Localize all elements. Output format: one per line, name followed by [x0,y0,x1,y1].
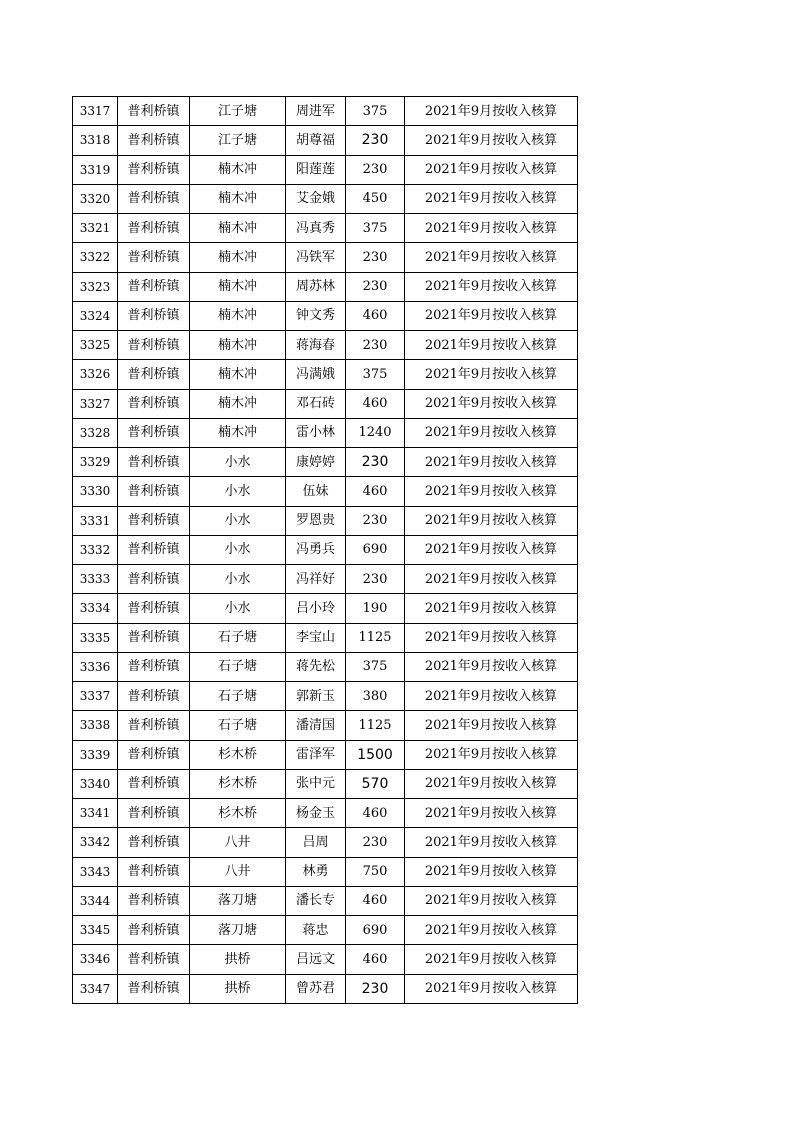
person-name-cell: 蒋忠 [286,916,346,945]
person-name-cell: 钟文秀 [286,301,346,330]
note-cell: 2021年9月按收入核算 [405,272,578,301]
amount-cell: 450 [346,184,405,213]
person-name-cell: 吕远文 [286,945,346,974]
note-cell: 2021年9月按收入核算 [405,477,578,506]
person-name-cell: 邓石砖 [286,389,346,418]
town-cell: 普利桥镇 [118,740,190,769]
village-cell: 石子塘 [190,711,286,740]
note-cell: 2021年9月按收入核算 [405,535,578,564]
table-row [73,272,578,301]
amount-cell: 230 [346,448,405,477]
note-cell: 2021年9月按收入核算 [405,828,578,857]
town-cell: 普利桥镇 [118,301,190,330]
village-cell: 八井 [190,857,286,886]
row-id-cell: 3322 [73,243,118,272]
table-row [73,448,578,477]
row-id-cell: 3342 [73,828,118,857]
note-cell: 2021年9月按收入核算 [405,799,578,828]
person-name-cell: 郭新玉 [286,682,346,711]
town-cell: 普利桥镇 [118,565,190,594]
row-id-cell: 3320 [73,184,118,213]
amount-cell: 190 [346,594,405,623]
note-cell: 2021年9月按收入核算 [405,974,578,1003]
row-id-cell: 3343 [73,857,118,886]
person-name-cell: 潘清国 [286,711,346,740]
amount-cell: 1240 [346,418,405,447]
note-cell: 2021年9月按收入核算 [405,243,578,272]
amount-cell: 375 [346,360,405,389]
village-cell: 楠木冲 [190,184,286,213]
town-cell: 普利桥镇 [118,857,190,886]
village-cell: 石子塘 [190,623,286,652]
table-row [73,155,578,184]
town-cell: 普利桥镇 [118,448,190,477]
table-row [73,535,578,564]
village-cell: 楠木冲 [190,418,286,447]
town-cell: 普利桥镇 [118,184,190,213]
row-id-cell: 3324 [73,301,118,330]
person-name-cell: 周进军 [286,97,346,126]
village-cell: 楠木冲 [190,301,286,330]
town-cell: 普利桥镇 [118,594,190,623]
note-cell: 2021年9月按收入核算 [405,769,578,798]
person-name-cell: 潘长专 [286,886,346,915]
person-name-cell: 曾苏君 [286,974,346,1003]
row-id-cell: 3321 [73,214,118,243]
person-name-cell: 罗恩贵 [286,506,346,535]
note-cell: 2021年9月按收入核算 [405,97,578,126]
amount-cell: 460 [346,301,405,330]
note-cell: 2021年9月按收入核算 [405,740,578,769]
row-id-cell: 3326 [73,360,118,389]
village-cell: 八井 [190,828,286,857]
person-name-cell: 伍妹 [286,477,346,506]
village-cell: 杉木桥 [190,799,286,828]
person-name-cell: 林勇 [286,857,346,886]
village-cell: 楠木冲 [190,272,286,301]
town-cell: 普利桥镇 [118,828,190,857]
note-cell: 2021年9月按收入核算 [405,506,578,535]
table-row [73,389,578,418]
row-id-cell: 3330 [73,477,118,506]
town-cell: 普利桥镇 [118,799,190,828]
table-row [73,974,578,1003]
note-cell: 2021年9月按收入核算 [405,184,578,213]
row-id-cell: 3319 [73,155,118,184]
person-name-cell: 雷泽军 [286,740,346,769]
amount-cell: 1500 [346,740,405,769]
table-row [73,886,578,915]
table-row [73,331,578,360]
village-cell: 小水 [190,448,286,477]
amount-cell: 375 [346,97,405,126]
person-name-cell: 康婷婷 [286,448,346,477]
amount-cell: 460 [346,389,405,418]
note-cell: 2021年9月按收入核算 [405,623,578,652]
row-id-cell: 3346 [73,945,118,974]
person-name-cell: 蒋海春 [286,331,346,360]
note-cell: 2021年9月按收入核算 [405,711,578,740]
row-id-cell: 3323 [73,272,118,301]
village-cell: 石子塘 [190,682,286,711]
person-name-cell: 杨金玉 [286,799,346,828]
note-cell: 2021年9月按收入核算 [405,418,578,447]
person-name-cell: 吕周 [286,828,346,857]
table-row [73,506,578,535]
note-cell: 2021年9月按收入核算 [405,565,578,594]
town-cell: 普利桥镇 [118,711,190,740]
table-row [73,828,578,857]
row-id-cell: 3317 [73,97,118,126]
row-id-cell: 3334 [73,594,118,623]
amount-cell: 375 [346,214,405,243]
village-cell: 小水 [190,477,286,506]
row-id-cell: 3327 [73,389,118,418]
note-cell: 2021年9月按收入核算 [405,389,578,418]
note-cell: 2021年9月按收入核算 [405,916,578,945]
town-cell: 普利桥镇 [118,360,190,389]
note-cell: 2021年9月按收入核算 [405,360,578,389]
village-cell: 杉木桥 [190,740,286,769]
table-row [73,184,578,213]
village-cell: 落刀塘 [190,916,286,945]
table-body [73,97,578,1004]
person-name-cell: 冯满娥 [286,360,346,389]
row-id-cell: 3325 [73,331,118,360]
amount-cell: 380 [346,682,405,711]
table-row [73,652,578,681]
row-id-cell: 3332 [73,535,118,564]
village-cell: 小水 [190,565,286,594]
town-cell: 普利桥镇 [118,389,190,418]
row-id-cell: 3340 [73,769,118,798]
village-cell: 落刀塘 [190,886,286,915]
row-id-cell: 3338 [73,711,118,740]
amount-cell: 460 [346,886,405,915]
note-cell: 2021年9月按收入核算 [405,682,578,711]
person-name-cell: 胡尊福 [286,126,346,155]
town-cell: 普利桥镇 [118,331,190,360]
row-id-cell: 3331 [73,506,118,535]
village-cell: 江子塘 [190,126,286,155]
village-cell: 楠木冲 [190,214,286,243]
note-cell: 2021年9月按收入核算 [405,126,578,155]
person-name-cell: 艾金娥 [286,184,346,213]
row-id-cell: 3329 [73,448,118,477]
amount-cell: 230 [346,155,405,184]
town-cell: 普利桥镇 [118,477,190,506]
row-id-cell: 3344 [73,886,118,915]
town-cell: 普利桥镇 [118,945,190,974]
town-cell: 普利桥镇 [118,916,190,945]
town-cell: 普利桥镇 [118,272,190,301]
village-cell: 杉木桥 [190,769,286,798]
note-cell: 2021年9月按收入核算 [405,652,578,681]
town-cell: 普利桥镇 [118,243,190,272]
table-row [73,360,578,389]
village-cell: 楠木冲 [190,331,286,360]
note-cell: 2021年9月按收入核算 [405,331,578,360]
town-cell: 普利桥镇 [118,535,190,564]
village-cell: 江子塘 [190,97,286,126]
town-cell: 普利桥镇 [118,652,190,681]
table-row [73,418,578,447]
note-cell: 2021年9月按收入核算 [405,594,578,623]
town-cell: 普利桥镇 [118,214,190,243]
table-row [73,945,578,974]
note-cell: 2021年9月按收入核算 [405,945,578,974]
row-id-cell: 3336 [73,652,118,681]
row-id-cell: 3347 [73,974,118,1003]
amount-cell: 230 [346,126,405,155]
village-cell: 小水 [190,594,286,623]
village-cell: 楠木冲 [190,389,286,418]
note-cell: 2021年9月按收入核算 [405,886,578,915]
table-row [73,214,578,243]
amount-cell: 230 [346,506,405,535]
village-cell: 楠木冲 [190,155,286,184]
person-name-cell: 冯真秀 [286,214,346,243]
amount-cell: 1125 [346,711,405,740]
table-row [73,126,578,155]
village-cell: 小水 [190,535,286,564]
amount-cell: 1125 [346,623,405,652]
row-id-cell: 3345 [73,916,118,945]
amount-cell: 690 [346,916,405,945]
table-row [73,594,578,623]
village-cell: 楠木冲 [190,243,286,272]
amount-cell: 230 [346,565,405,594]
town-cell: 普利桥镇 [118,886,190,915]
person-name-cell: 吕小玲 [286,594,346,623]
person-name-cell: 阳莲莲 [286,155,346,184]
row-id-cell: 3335 [73,623,118,652]
town-cell: 普利桥镇 [118,623,190,652]
table-row [73,623,578,652]
row-id-cell: 3328 [73,418,118,447]
note-cell: 2021年9月按收入核算 [405,214,578,243]
person-name-cell: 冯铁军 [286,243,346,272]
town-cell: 普利桥镇 [118,769,190,798]
amount-cell: 230 [346,272,405,301]
amount-cell: 230 [346,331,405,360]
row-id-cell: 3337 [73,682,118,711]
table-row [73,769,578,798]
person-name-cell: 张中元 [286,769,346,798]
table-row [73,301,578,330]
person-name-cell: 冯祥好 [286,565,346,594]
village-cell: 石子塘 [190,652,286,681]
amount-cell: 460 [346,945,405,974]
town-cell: 普利桥镇 [118,155,190,184]
row-id-cell: 3341 [73,799,118,828]
person-name-cell: 李宝山 [286,623,346,652]
row-id-cell: 3339 [73,740,118,769]
table-row [73,740,578,769]
amount-cell: 230 [346,828,405,857]
note-cell: 2021年9月按收入核算 [405,301,578,330]
table-row [73,682,578,711]
town-cell: 普利桥镇 [118,974,190,1003]
village-cell: 拱桥 [190,974,286,1003]
amount-cell: 460 [346,799,405,828]
amount-cell: 690 [346,535,405,564]
person-name-cell: 周苏林 [286,272,346,301]
town-cell: 普利桥镇 [118,418,190,447]
amount-cell: 750 [346,857,405,886]
amount-cell: 230 [346,974,405,1003]
town-cell: 普利桥镇 [118,682,190,711]
amount-cell: 570 [346,769,405,798]
town-cell: 普利桥镇 [118,126,190,155]
town-cell: 普利桥镇 [118,506,190,535]
person-name-cell: 冯勇兵 [286,535,346,564]
amount-cell: 460 [346,477,405,506]
person-name-cell: 雷小林 [286,418,346,447]
note-cell: 2021年9月按收入核算 [405,448,578,477]
table-row [73,857,578,886]
table-row [73,97,578,126]
amount-cell: 375 [346,652,405,681]
village-cell: 小水 [190,506,286,535]
table-row [73,711,578,740]
row-id-cell: 3333 [73,565,118,594]
village-cell: 拱桥 [190,945,286,974]
person-name-cell: 蒋先松 [286,652,346,681]
amount-cell: 230 [346,243,405,272]
table-row [73,916,578,945]
town-cell: 普利桥镇 [118,97,190,126]
table-row [73,799,578,828]
table-row [73,565,578,594]
note-cell: 2021年9月按收入核算 [405,857,578,886]
village-cell: 楠木冲 [190,360,286,389]
data-table [72,96,578,1004]
row-id-cell: 3318 [73,126,118,155]
note-cell: 2021年9月按收入核算 [405,155,578,184]
table-row [73,243,578,272]
table-row [73,477,578,506]
